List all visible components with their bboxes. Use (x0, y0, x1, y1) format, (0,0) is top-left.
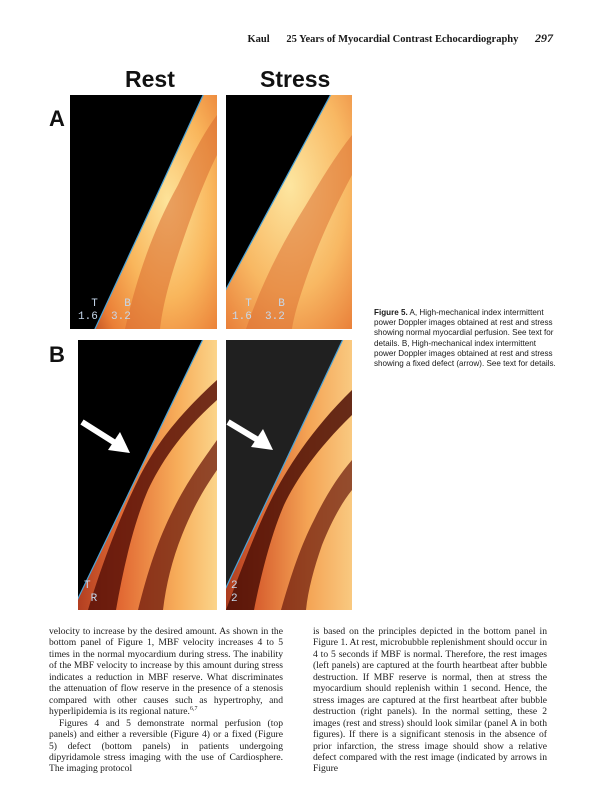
column-label-rest: Rest (125, 66, 175, 92)
overlay-text-a-rest-1: T B (78, 298, 131, 310)
paragraph-right-1: is based on the principles depicted in the bottom panel in Figure 1. At rest, microbubble replenishment should occur in 4 to 5 seconds if MBF is normal. Therefore, the rest images (left panels) are captured at the fourth heartbeat after bubble destruction. If MBF reserve is normal, then at stress the myocardium should replenish within 1 second. Hence, the stress images are captured at the first heartbeat after bubble destruction (right panels). In the normal setting, these 2 images (rest and stress) should look similar (panel A in both figures). If there is a significant stenosis in the absence of prior infarction, the stress image should show a relative defect compared with the rest image (indicated by arrows in Figure (313, 626, 547, 775)
echo-image-a-rest (70, 95, 217, 329)
body-column-left (49, 626, 283, 775)
panel-label-a: A (49, 106, 65, 131)
echo-image-b-rest (78, 340, 217, 610)
reference-superscript: 6,7 (189, 705, 198, 712)
page-number: 297 (535, 31, 553, 45)
paragraph-left-1 (49, 626, 283, 718)
defect-arrow-rest (82, 422, 130, 453)
overlay-text-a-rest-2: 1.6 3.2 (78, 311, 131, 323)
caption-text: A, High-mechanical index intermittent power Doppler images obtained at rest and stress showing normal myocardial perfusion. See text for details. B, High-mechanical index intermittent power Doppler images obtained at rest and stress showing a fixed defect (arrow). See text for details. (374, 308, 556, 369)
paragraph-left-2: Figures 4 and 5 demonstrate normal perfusion (top panels) and either a reversible (Figure 4) or a fixed (Figure 5) defect (bottom panels) in patients undergoing dipyridamole stress imaging with the use of Cardiosphere. The imaging protocol (49, 717, 283, 775)
figure-caption (374, 308, 556, 369)
column-label-stress: Stress (260, 66, 331, 92)
overlay-text-a-stress-1: T B (232, 298, 285, 310)
echo-image-a-stress (226, 95, 352, 329)
overlay-text-b-stress: 2 2 (231, 580, 238, 605)
overlay-text-a-stress-2: 1.6 3.2 (232, 311, 285, 323)
paragraph-left-1-text: velocity to increase by the desired amount. As shown in the bottom panel of Figure 1, MBF velocity increases 4 to 5 times in the normal myocardium during stress. The inability of the MBF velocity to increase by this amount during stress indicates a reduction in MBF reserve. What discriminates the attenuation of flow reserve in the presence of a stenosis compared with other causes such as hypertrophy, and hyperlipidemia is its regional nature. (49, 626, 283, 718)
body-column-right (313, 626, 547, 775)
caption-label: Figure 5. (374, 308, 408, 317)
header-author: Kaul (247, 34, 270, 45)
running-header (0, 31, 553, 46)
header-title: 25 Years of Myocardial Contrast Echocardiography (286, 34, 519, 45)
echo-image-b-stress (226, 340, 352, 610)
panel-label-b: B (49, 342, 65, 367)
overlay-text-b-rest: T R (84, 580, 98, 605)
